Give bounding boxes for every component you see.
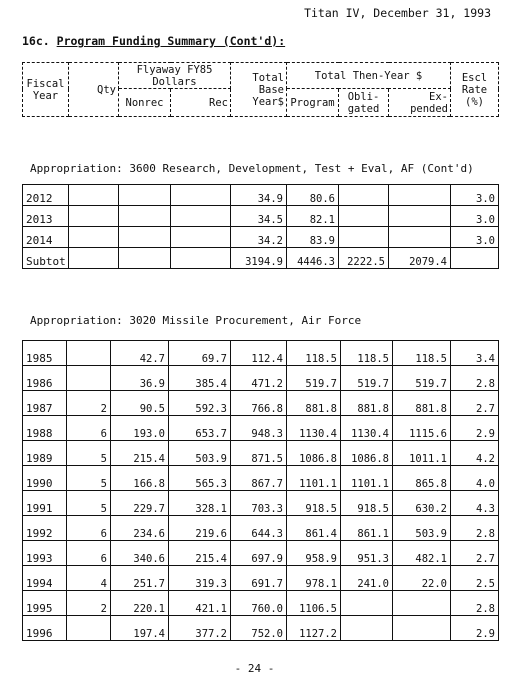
cell-oblig: [341, 591, 393, 616]
col-rec: Rec: [171, 89, 231, 117]
cell-nonrec: [119, 248, 171, 269]
cell-exp: 2079.4: [389, 248, 451, 269]
cell-program: 918.5: [287, 491, 341, 516]
cell-oblig: 1130.4: [341, 416, 393, 441]
cell-esc: 4.2: [451, 441, 499, 466]
cell-qty: 4: [67, 566, 111, 591]
col-flyaway: Flyaway FY85 Dollars: [119, 63, 231, 89]
cell-esc: 4.0: [451, 466, 499, 491]
cell-exp: 118.5: [393, 341, 451, 366]
cell-rec: 653.7: [169, 416, 231, 441]
cell-oblig: 2222.5: [339, 248, 389, 269]
table-row: [23, 541, 499, 566]
cell-rec: 69.7: [169, 341, 231, 366]
cell-oblig: 918.5: [341, 491, 393, 516]
cell-oblig: 861.1: [341, 516, 393, 541]
table-row: [23, 441, 499, 466]
cell-base: 3194.9: [231, 248, 287, 269]
cell-base: 644.3: [231, 516, 287, 541]
cell-exp: 1011.1: [393, 441, 451, 466]
cell-program: 1127.2: [287, 616, 341, 641]
cell-esc: 2.9: [451, 616, 499, 641]
cell-base: 34.2: [231, 227, 287, 248]
cell-exp: 1115.6: [393, 416, 451, 441]
cell-esc: 3.0: [451, 227, 499, 248]
table-row: [23, 591, 499, 616]
cell-year: 1988: [23, 416, 67, 441]
cell-nonrec: 166.8: [111, 466, 169, 491]
cell-base: 691.7: [231, 566, 287, 591]
cell-base: 34.5: [231, 206, 287, 227]
cell-nonrec: 197.4: [111, 616, 169, 641]
cell-rec: 377.2: [169, 616, 231, 641]
cell-rec: 421.1: [169, 591, 231, 616]
cell-esc: 3.0: [451, 206, 499, 227]
cell-year: 1987: [23, 391, 67, 416]
cell-year: 1995: [23, 591, 67, 616]
cell-esc: 2.8: [451, 516, 499, 541]
cell-base: 752.0: [231, 616, 287, 641]
cell-qty: 2: [67, 591, 111, 616]
col-qty: Qty: [69, 63, 119, 117]
cell-qty: 6: [67, 541, 111, 566]
cell-program: 4446.3: [287, 248, 339, 269]
cell-year: 1994: [23, 566, 67, 591]
table-row: [23, 416, 499, 441]
cell-year: 2012: [23, 185, 69, 206]
cell-nonrec: 340.6: [111, 541, 169, 566]
cell-exp: [393, 616, 451, 641]
cell-qty: [67, 616, 111, 641]
cell-year: 1986: [23, 366, 67, 391]
cell-esc: 2.9: [451, 416, 499, 441]
cell-qty: [69, 206, 119, 227]
cell-exp: 630.2: [393, 491, 451, 516]
cell-base: 697.9: [231, 541, 287, 566]
appropriation-3020-label: Appropriation: 3020 Missile Procurement, Air Force: [30, 314, 362, 327]
column-header-table: [22, 62, 499, 117]
cell-base: 871.5: [231, 441, 287, 466]
cell-rec: 592.3: [169, 391, 231, 416]
cell-program: 881.8: [287, 391, 341, 416]
cell-rec: [171, 248, 231, 269]
cell-oblig: 241.0: [341, 566, 393, 591]
cell-oblig: 118.5: [341, 341, 393, 366]
cell-qty: 5: [67, 466, 111, 491]
cell-oblig: [341, 616, 393, 641]
table-row: [23, 227, 499, 248]
cell-year: 1989: [23, 441, 67, 466]
appropriation-3600-table: [22, 184, 499, 269]
cell-esc: 2.8: [451, 366, 499, 391]
page-number: - 24 -: [234, 662, 275, 675]
cell-exp: 503.9: [393, 516, 451, 541]
cell-esc: 2.7: [451, 391, 499, 416]
cell-exp: 881.8: [393, 391, 451, 416]
cell-oblig: 1101.1: [341, 466, 393, 491]
cell-year: 1992: [23, 516, 67, 541]
cell-esc: 2.5: [451, 566, 499, 591]
cell-base: 766.8: [231, 391, 287, 416]
cell-esc: 4.3: [451, 491, 499, 516]
cell-qty: 6: [67, 416, 111, 441]
appropriation-3600-label: Appropriation: 3600 Research, Development, Test + Eval, AF (Cont'd): [30, 162, 474, 175]
cell-year: 1990: [23, 466, 67, 491]
cell-rec: 565.3: [169, 466, 231, 491]
table-row: [23, 491, 499, 516]
cell-oblig: 519.7: [341, 366, 393, 391]
table-row: [23, 616, 499, 641]
cell-program: 1106.5: [287, 591, 341, 616]
cell-nonrec: 234.6: [111, 516, 169, 541]
col-expended: Ex- pended: [389, 89, 451, 117]
cell-exp: 22.0: [393, 566, 451, 591]
col-total-base: Total Base Year$: [231, 63, 287, 117]
cell-oblig: [339, 206, 389, 227]
cell-base: 112.4: [231, 341, 287, 366]
table-row: [23, 516, 499, 541]
cell-program: 1101.1: [287, 466, 341, 491]
table-row: [23, 248, 499, 269]
cell-year: 2013: [23, 206, 69, 227]
cell-base: 760.0: [231, 591, 287, 616]
cell-exp: 865.8: [393, 466, 451, 491]
cell-year: 1985: [23, 341, 67, 366]
cell-year: 2014: [23, 227, 69, 248]
table-row: [23, 391, 499, 416]
cell-base: 703.3: [231, 491, 287, 516]
cell-qty: [69, 227, 119, 248]
cell-esc: 2.7: [451, 541, 499, 566]
cell-rec: 215.4: [169, 541, 231, 566]
cell-exp: [389, 185, 451, 206]
cell-base: 867.7: [231, 466, 287, 491]
cell-year: 1991: [23, 491, 67, 516]
cell-nonrec: 90.5: [111, 391, 169, 416]
cell-nonrec: 220.1: [111, 591, 169, 616]
cell-base: 34.9: [231, 185, 287, 206]
table-row: [23, 341, 499, 366]
table-row: [23, 466, 499, 491]
cell-base: 471.2: [231, 366, 287, 391]
section-number: 16c.: [22, 34, 50, 48]
cell-program: 1086.8: [287, 441, 341, 466]
cell-exp: [389, 227, 451, 248]
table-row: [23, 566, 499, 591]
cell-qty: [69, 248, 119, 269]
cell-oblig: 881.8: [341, 391, 393, 416]
cell-exp: [389, 206, 451, 227]
cell-program: 958.9: [287, 541, 341, 566]
cell-nonrec: [119, 185, 171, 206]
cell-oblig: 1086.8: [341, 441, 393, 466]
cell-program: 80.6: [287, 185, 339, 206]
col-program: Program: [287, 89, 339, 117]
cell-program: 519.7: [287, 366, 341, 391]
document-header: Titan IV, December 31, 1993: [304, 6, 491, 20]
cell-rec: [171, 227, 231, 248]
cell-oblig: [339, 185, 389, 206]
cell-oblig: [339, 227, 389, 248]
cell-qty: [67, 366, 111, 391]
cell-exp: 482.1: [393, 541, 451, 566]
col-escl-rate: Escl Rate (%): [451, 63, 499, 117]
cell-rec: 219.6: [169, 516, 231, 541]
cell-qty: [69, 185, 119, 206]
cell-nonrec: 42.7: [111, 341, 169, 366]
appropriation-3020-table: [22, 340, 499, 641]
cell-rec: 503.9: [169, 441, 231, 466]
cell-program: 861.4: [287, 516, 341, 541]
col-obligated: Obli- gated: [339, 89, 389, 117]
cell-nonrec: 251.7: [111, 566, 169, 591]
col-fiscal-year: Fiscal Year: [23, 63, 69, 117]
cell-nonrec: [119, 227, 171, 248]
table-row: [23, 366, 499, 391]
cell-base: 948.3: [231, 416, 287, 441]
cell-program: 83.9: [287, 227, 339, 248]
cell-program: 82.1: [287, 206, 339, 227]
cell-esc: 2.8: [451, 591, 499, 616]
cell-nonrec: 36.9: [111, 366, 169, 391]
cell-year: 1993: [23, 541, 67, 566]
cell-rec: 328.1: [169, 491, 231, 516]
cell-exp: [393, 591, 451, 616]
cell-nonrec: 215.4: [111, 441, 169, 466]
cell-exp: 519.7: [393, 366, 451, 391]
cell-qty: 5: [67, 491, 111, 516]
cell-qty: 6: [67, 516, 111, 541]
cell-oblig: 951.3: [341, 541, 393, 566]
section-title: [22, 34, 285, 48]
cell-rec: 319.3: [169, 566, 231, 591]
cell-esc: 3.0: [451, 185, 499, 206]
cell-program: 1130.4: [287, 416, 341, 441]
col-nonrec: Nonrec: [119, 89, 171, 117]
cell-qty: 5: [67, 441, 111, 466]
cell-qty: 2: [67, 391, 111, 416]
cell-year: 1996: [23, 616, 67, 641]
cell-year: Subtot: [23, 248, 69, 269]
table-row: [23, 185, 499, 206]
cell-program: 118.5: [287, 341, 341, 366]
col-then-year: Total Then-Year $: [287, 63, 451, 89]
cell-program: 978.1: [287, 566, 341, 591]
cell-rec: [171, 206, 231, 227]
cell-qty: [67, 341, 111, 366]
cell-nonrec: [119, 206, 171, 227]
cell-nonrec: 193.0: [111, 416, 169, 441]
cell-nonrec: 229.7: [111, 491, 169, 516]
cell-esc: [451, 248, 499, 269]
table-row: [23, 206, 499, 227]
section-heading: Program Funding Summary (Cont'd):: [56, 34, 286, 48]
cell-rec: 385.4: [169, 366, 231, 391]
cell-esc: 3.4: [451, 341, 499, 366]
cell-rec: [171, 185, 231, 206]
